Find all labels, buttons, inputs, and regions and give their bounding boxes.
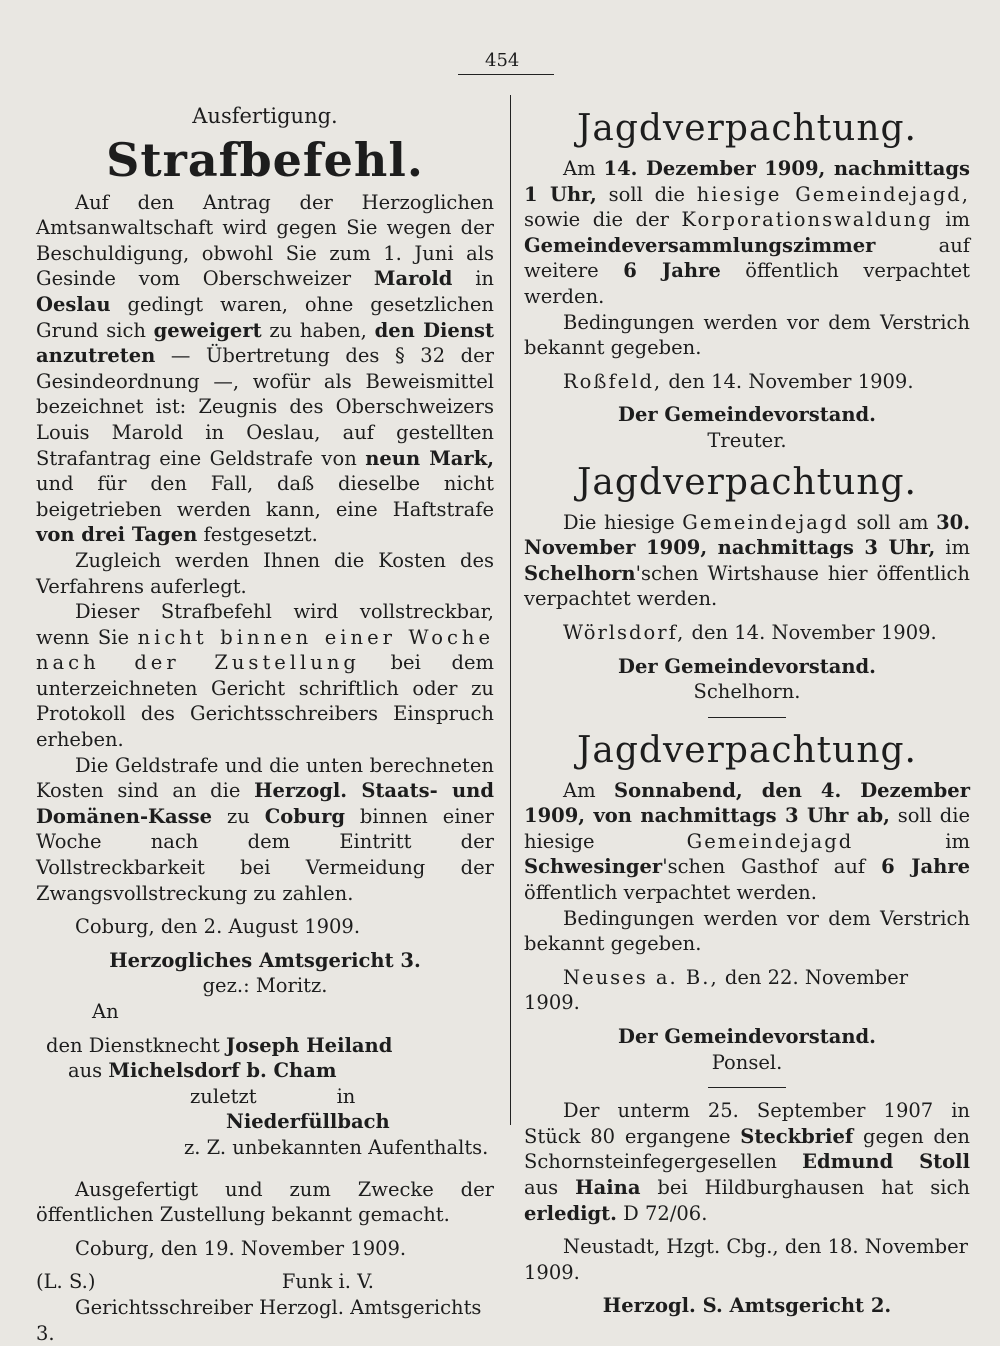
right-column [524,104,970,1319]
notice-1-place-date: Roßfeld, den 14. November 1909. [563,369,914,393]
notice-1-conditions: Bedingungen werden vor dem Verstrich bekannt gegeben. [524,310,970,360]
notice-3-place-date: Neuses a. B., den 22. November 1909. [524,965,909,1015]
strafbefehl-paragraph-4: Die Geldstrafe und die unten berechneten Kosten sind an die Herzogl. Staats- und Domänen-Kasse zu Coburg binnen einer Woche nach dem Eintritt der Vollstreckbarkeit bei Vermeidung der Zwangsvollstreckung zu zahlen. [36,753,495,905]
notice-4-signature: Herzogl. S. Amtsgericht 2. [602,1294,892,1318]
funk-signature: Funk i. V. [281,1270,374,1294]
seal-line [36,1269,494,1295]
column-divider [510,95,511,1125]
notice-2-signature: Der Gemeindevorstand. [618,654,876,678]
addressee-line-1: den Dienstknecht Joseph Heiland [46,1033,393,1057]
addressee-line-2: aus Michelsdorf b. Cham [68,1059,337,1083]
signed-by: gez.: Moritz. [202,974,328,998]
notice-4-place-date: Neustadt, Hzgt. Cbg., den 18. November 1909. [524,1235,969,1284]
separator-rule [708,717,786,718]
notice-2-text: Die hiesige Gemeindejagd soll am 30. November 1909, nachmittags 3 Uhr, im Schelhorn'schen Wirtshause hier öffentlich verpachtet werden. [524,510,970,611]
strafbefehl-paragraph-1: Auf den Antrag der Herzoglichen Amtsanwaltschaft wird gegen Sie wegen der Beschuldigung, obwohl Sie zum 1. Juni als Gesinde vom Oberschweizer Marold in Oeslau gedingt waren, ohne gesetzlichen Grund sich geweigert zu haben, den Dienst anzutreten — Übertretung des § 32 der Gesindeordnung —, wofür als Beweismittel bezeichnet ist: Zeugnis des Oberschweizers Louis Marold in Oeslau, auf gestellten Strafantrag eine Geldstrafe von neun Mark, und für den Fall, daß dieselbe nicht beigetrieben werden kann, eine Haftstrafe von drei Tagen festgesetzt. [36,190,494,547]
court-clerk: Gerichtsschreiber Herzogl. Amtsgerichts 3. [36,1295,482,1345]
notice-3-text: Am Sonnabend, den 4. Dezember 1909, von nachmittags 3 Uhr ab, soll die hiesige Gemeindejagd im Schwesinger'schen Gasthof auf 6 Jahre öffentlich verpachtet werden. [524,778,970,905]
jagdverpachtung-title-2: Jagdverpachtung. [576,461,918,503]
separator-rule [708,1087,786,1088]
notice-3-signature: Der Gemeindevorstand. [618,1025,876,1049]
addressee-line-5: z. Z. unbekannten Aufenthalts. [184,1135,489,1159]
strafbefehl-title: Strafbefehl. [106,132,424,187]
notice-3-conditions: Bedingungen werden vor dem Verstrich bekannt gegeben. [524,906,970,956]
jagdverpachtung-title-3: Jagdverpachtung. [576,729,918,771]
addressee-line-3: zuletzt in [190,1084,356,1108]
notice-3-name: Ponsel. [711,1050,783,1074]
addressee-an: An [92,1000,119,1023]
addressee-line-4: Niederfüllbach [226,1110,390,1134]
page-number-rule [458,74,554,75]
notice-1-name: Treuter. [707,428,787,452]
notice-1-signature: Der Gemeindevorstand. [618,403,876,427]
place-date: Coburg, den 2. August 1909. [75,915,361,939]
notice-4-text: Der unterm 25. September 1907 in Stück 80 ergangene Steckbrief gegen den Schornsteinfegergesellen Edmund Stoll aus Haina bei Hildburghausen hat sich erledigt. D 72/06. [524,1099,970,1225]
place-date-2: Coburg, den 19. November 1909. [75,1236,407,1260]
publication-note: Ausgefertigt und zum Zwecke der öffentlichen Zustellung bekannt gemacht. [36,1177,494,1227]
jagdverpachtung-title-1: Jagdverpachtung. [576,108,918,149]
notice-2-name: Schelhorn. [693,680,801,704]
strafbefehl-paragraph-2: Zugleich werden Ihnen die Kosten des Verfahrens auferlegt. [36,548,494,598]
ausfertigung-heading: Ausfertigung. [192,104,338,128]
page-number: 454 [485,50,520,71]
court-signature: Herzogliches Amtsgericht 3. [109,948,421,972]
left-column [36,100,494,1346]
notice-1-text: Am 14. Dezember 1909, nachmittags 1 Uhr, soll die hiesige Gemeindejagd, sowie die der Korporationswaldung im Gemeindeversammlungszimmer auf weitere 6 Jahre öffentlich verpachtet werden. [524,157,971,308]
addressee-block [36,1033,494,1161]
notice-2-place-date: Wörlsdorf, den 14. November 1909. [563,620,937,644]
strafbefehl-paragraph-3: Dieser Strafbefehl wird vollstreckbar, wenn Sie nicht binnen einer Woche nach der Zustellung bei dem unterzeichneten Gericht schriftlich oder zu Protokoll des Gerichtsschreibers Einspruch erheben. [36,600,494,752]
seal-mark: (L. S.) [36,1270,96,1294]
